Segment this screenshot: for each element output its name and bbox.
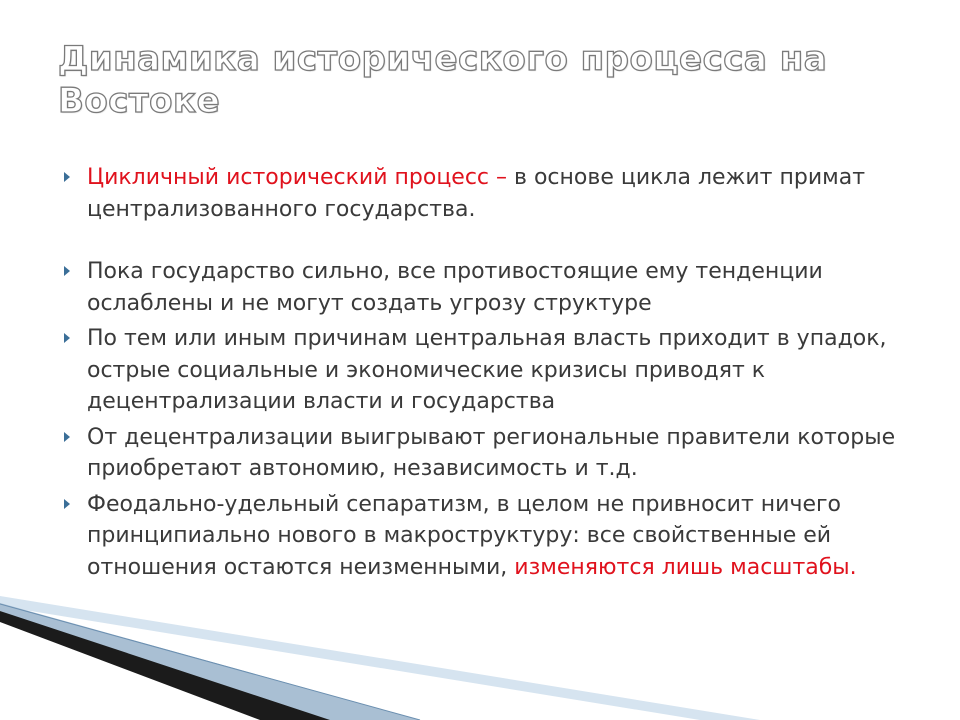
bullet-text: Феодально-удельный сепаратизм, в целом не привносит ничего принципиально нового в макроструктуру: все свойственные ей отношения остаются неизменными, <box>87 491 841 580</box>
bullet-arrow-icon <box>64 499 70 509</box>
bullet-highlight: Цикличный исторический процесс – <box>87 165 515 190</box>
bullet-text: Пока государство сильно, все противостоящие ему тенденции ослаблены и не могут создать угрозу структуре <box>87 259 823 316</box>
bullet-item-5 <box>64 489 904 584</box>
bullet-highlight-end: изменяются лишь масштабы. <box>514 554 857 580</box>
bullet-item-1 <box>64 162 904 225</box>
slide-title: Динамика исторического процесса на Востоке <box>58 39 828 121</box>
bullet-arrow-icon <box>64 172 70 182</box>
bullet-text: От децентрализации выигрывают региональные правители которые приобретают автономию, независимость и т.д. <box>87 424 896 481</box>
bullet-text: в основе цикла лежит примат централизованного государства. <box>87 165 866 222</box>
bullet-text: По тем или иным причинам центральная власть приходит в упадок, острые социальные и экономические кризисы приводят к децентрализации власти и государства <box>87 326 887 414</box>
bullet-item-3 <box>64 323 904 418</box>
bullet-item-2 <box>64 256 904 319</box>
bullet-arrow-icon <box>64 333 70 343</box>
bullet-list <box>64 162 904 583</box>
bullet-arrow-icon <box>64 432 70 442</box>
bullet-item-4 <box>64 422 904 485</box>
bullet-arrow-icon <box>64 266 70 276</box>
